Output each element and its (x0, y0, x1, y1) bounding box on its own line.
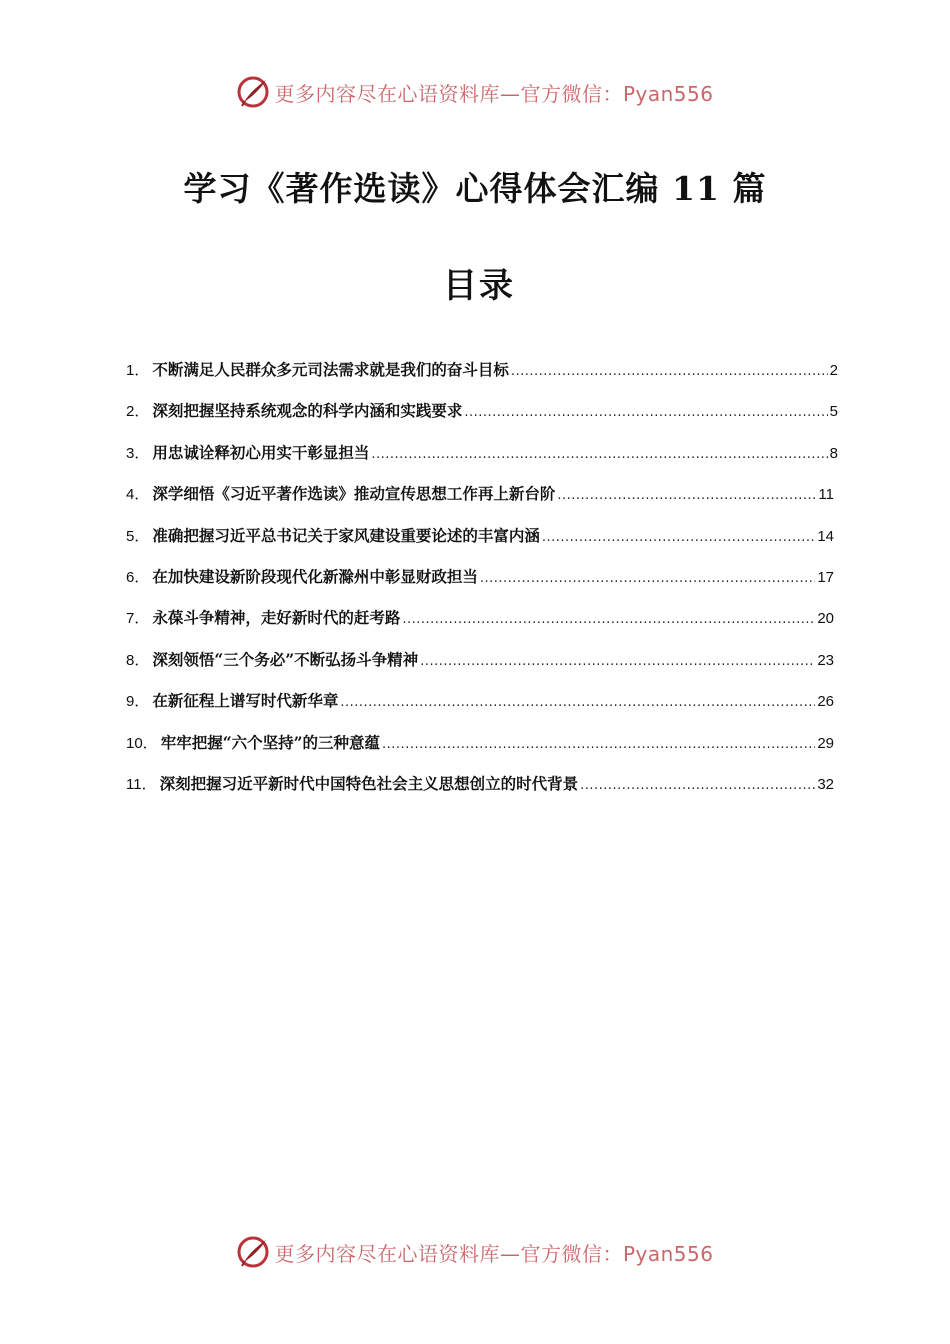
toc-entry-page: 20 (817, 610, 834, 628)
toc-dot-leader (580, 778, 815, 793)
toc-entry-title: 在加快建设新阶段现代化新滁州中彰显财政担当 (152, 566, 478, 586)
toc-entry-number: 10． (126, 734, 158, 752)
watermark-text: 更多内容尽在心语资料库—官方微信：Pyan556 (274, 81, 714, 106)
toc-entry-page: 8 (829, 444, 838, 462)
toc-dot-leader (402, 612, 815, 627)
toc-entry-number: 2． (126, 403, 150, 421)
quill-logo-icon (236, 75, 270, 109)
toc-entry[interactable] (126, 524, 838, 565)
toc-entry[interactable] (126, 441, 838, 482)
toc-entry-title: 深刻把握坚持系统观念的科学内涵和实践要求 (152, 401, 463, 421)
toc-entry-page: 26 (817, 693, 834, 711)
header-watermark (0, 72, 950, 112)
footer-watermark (0, 1232, 950, 1272)
toc-dot-leader (557, 488, 816, 503)
watermark-text: 更多内容尽在心语资料库—官方微信：Pyan556 (274, 1241, 714, 1266)
toc-dot-leader (464, 405, 827, 420)
toc-dot-leader (511, 364, 828, 379)
toc-entry-title: 深刻领悟“三个务必”不断弘扬斗争精神 (152, 649, 419, 669)
toc-entry[interactable] (126, 731, 838, 772)
toc-entry-page: 23 (817, 651, 834, 669)
toc-entry[interactable] (126, 358, 838, 399)
toc-entry-number: 5． (126, 527, 150, 545)
toc-entry[interactable] (126, 565, 838, 606)
toc-entry-title: 用忠诚诠释初心用实干彰显担当 (152, 442, 370, 462)
toc-entry-title: 不断满足人民群众多元司法需求就是我们的奋斗目标 (152, 360, 509, 379)
toc-entry-page: 32 (817, 775, 834, 793)
toc-dot-leader (340, 695, 815, 710)
toc-entry-number: 11． (126, 775, 157, 793)
toc-entry[interactable] (126, 606, 838, 647)
toc-entry-number: 3． (126, 444, 150, 462)
toc-entry[interactable] (126, 689, 838, 730)
toc-entry-page: 2 (829, 362, 838, 379)
toc-entry-page: 11 (818, 486, 834, 504)
toc-entry-page: 14 (817, 527, 834, 545)
toc-entry-title: 永葆斗争精神，走好新时代的赶考路 (152, 608, 401, 628)
toc-entry-title: 深学细悟《习近平著作选读》推动宣传思想工作再上新台阶 (152, 484, 556, 504)
toc-entry-page: 5 (829, 403, 838, 421)
toc-dot-leader (371, 447, 827, 462)
toc-entry-number: 1． (126, 362, 150, 379)
toc-dot-leader (420, 654, 815, 669)
toc-entry[interactable] (126, 399, 838, 440)
toc-dot-leader (382, 737, 815, 752)
toc-entry-page: 17 (817, 568, 834, 586)
toc-entry[interactable] (126, 772, 838, 813)
document-title: 学习《著作选读》心得体会汇编 11 篇 (183, 169, 767, 208)
toc-dot-leader (480, 571, 815, 586)
toc-entry-title: 牢牢把握“六个坚持”的三种意蕴 (160, 732, 381, 752)
toc-entry[interactable] (126, 482, 838, 523)
toc-dot-leader (542, 530, 815, 545)
toc-entry-number: 4． (126, 486, 150, 504)
toc-entry-number: 9． (126, 693, 150, 711)
toc-entry-number: 6． (126, 568, 150, 586)
toc-entry-page: 29 (817, 734, 834, 752)
toc-entry-title: 准确把握习近平总书记关于家风建设重要论述的丰富内涵 (152, 525, 540, 545)
quill-logo-icon (236, 1235, 270, 1269)
table-of-contents (126, 358, 838, 813)
toc-heading: 目录 (443, 266, 515, 306)
toc-entry-number: 8． (126, 651, 150, 669)
toc-entry-title: 在新征程上谱写时代新华章 (152, 691, 339, 711)
toc-entry-number: 7． (126, 610, 150, 628)
toc-entry-title: 深刻把握习近平新时代中国特色社会主义思想创立的时代背景 (159, 773, 579, 793)
toc-entry[interactable] (126, 648, 838, 689)
